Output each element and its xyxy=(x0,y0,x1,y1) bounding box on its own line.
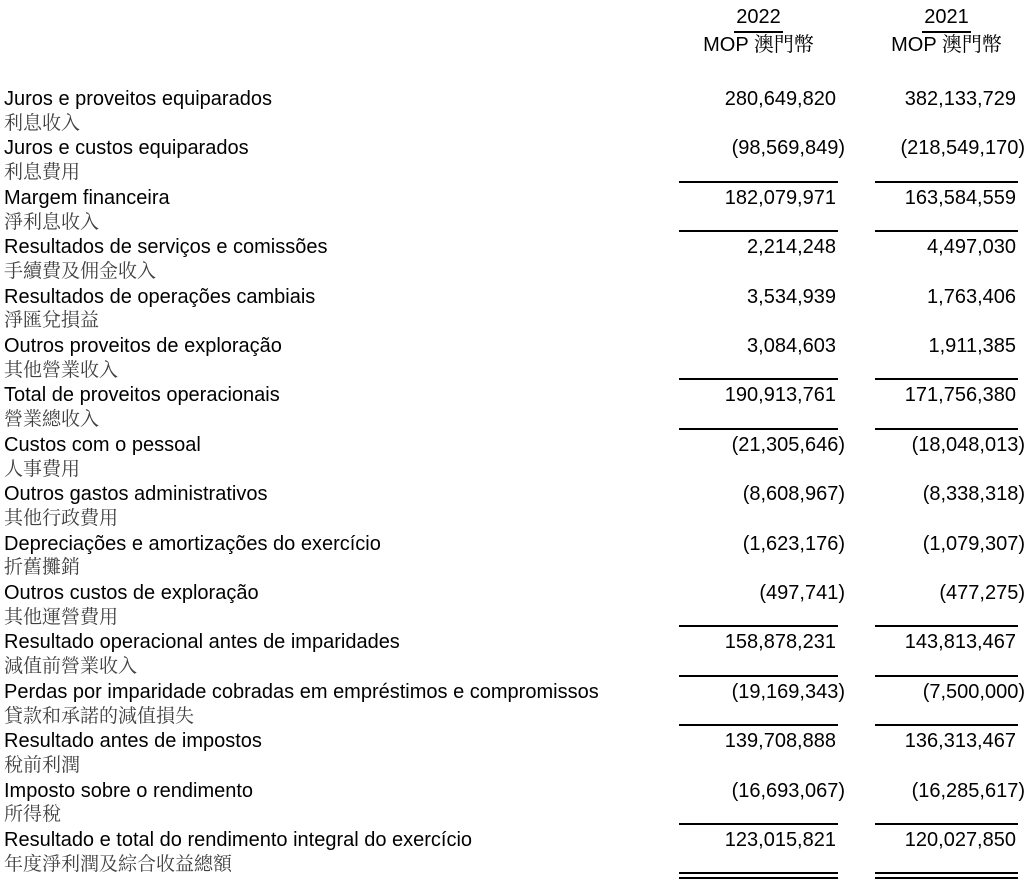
value-2022: (16,693,067) xyxy=(731,779,845,802)
row-label xyxy=(0,334,679,383)
value-cell-2022 xyxy=(679,625,838,679)
row-label xyxy=(0,383,679,432)
statement-row xyxy=(0,482,1026,531)
value-cell-2021 xyxy=(875,625,1018,679)
row-label-zh: 所得稅 xyxy=(4,804,62,826)
column-gap xyxy=(838,235,875,284)
row-label-zh: 其他營業收入 xyxy=(4,359,119,381)
value-cell-2021 xyxy=(875,724,1018,778)
year-2021-label: 2021 xyxy=(922,5,971,33)
value-2021: 171,756,380 xyxy=(904,384,1016,407)
value-2021: 4,497,030 xyxy=(927,236,1016,259)
value-cell-2022 xyxy=(679,779,845,828)
value-2021: 163,584,559 xyxy=(904,186,1016,209)
column-gap xyxy=(838,729,875,778)
value-cell-2022 xyxy=(679,482,845,531)
row-label-zh: 利息費用 xyxy=(4,162,81,184)
column-gap xyxy=(838,87,875,136)
statement-row xyxy=(0,87,1026,136)
value-cell-2022 xyxy=(679,230,838,284)
right-margin-spacer xyxy=(1018,729,1026,778)
row-label-pt: Custos com o pessoal xyxy=(4,433,201,456)
right-margin-spacer xyxy=(1018,779,1026,828)
value-cell-2022 xyxy=(679,823,838,877)
value-2022: (98,569,849) xyxy=(731,137,845,160)
column-gap xyxy=(838,680,875,729)
row-label-zh: 其他運營費用 xyxy=(4,606,119,628)
value-cell-2021 xyxy=(875,675,1025,729)
footer-label-spacer xyxy=(0,872,679,879)
value-2022: 123,015,821 xyxy=(724,829,836,852)
statement-row xyxy=(0,136,1026,185)
right-margin-spacer xyxy=(1018,334,1026,383)
year-2022-label: 2022 xyxy=(734,5,783,33)
statement-rows xyxy=(0,87,1026,878)
value-2021: (1,079,307) xyxy=(922,532,1025,555)
row-label xyxy=(0,186,679,235)
row-label xyxy=(0,680,679,729)
right-margin-spacer xyxy=(1018,680,1026,729)
row-label-zh: 折舊攤銷 xyxy=(4,557,81,579)
currency-2021-label: MOP 澳門幣 xyxy=(891,34,1002,56)
value-2022: (19,169,343) xyxy=(731,680,845,703)
value-2021: (8,338,318) xyxy=(922,483,1025,506)
value-cell-2022 xyxy=(679,428,845,482)
value-2021: 1,911,385 xyxy=(928,335,1016,358)
currency-2022-label: MOP 澳門幣 xyxy=(703,34,814,56)
statement-row xyxy=(0,235,1026,284)
row-label xyxy=(0,87,679,136)
value-2022: 3,534,939 xyxy=(747,285,836,308)
row-label-zh: 年度淨利潤及綜合收益總額 xyxy=(4,853,233,875)
value-cell-2021 xyxy=(875,87,1018,136)
value-cell-2022 xyxy=(679,285,838,334)
statement-footer xyxy=(0,872,1026,879)
value-2022: (1,623,176) xyxy=(742,532,845,555)
right-margin-spacer xyxy=(1018,532,1026,581)
value-cell-2022 xyxy=(679,724,838,778)
row-label-zh: 手續費及佣金收入 xyxy=(4,260,157,282)
value-cell-2021 xyxy=(875,823,1018,877)
right-margin-spacer xyxy=(1018,581,1026,630)
column-header-2021 xyxy=(875,5,1018,58)
column-gap xyxy=(838,581,875,630)
column-gap xyxy=(838,482,875,531)
statement-row xyxy=(0,433,1026,482)
value-cell-2021 xyxy=(875,581,1025,630)
row-label xyxy=(0,729,679,778)
row-label xyxy=(0,433,679,482)
right-margin-spacer xyxy=(1018,383,1026,432)
row-label xyxy=(0,581,679,630)
value-2022: 280,649,820 xyxy=(724,88,836,110)
value-2022: 158,878,231 xyxy=(724,631,836,654)
value-cell-2021 xyxy=(875,482,1025,531)
value-2022: 3,084,603 xyxy=(747,335,836,358)
column-header-2022 xyxy=(679,5,838,58)
row-label-pt: Resultado antes de impostos xyxy=(4,730,262,753)
column-gap xyxy=(838,828,875,877)
statement-row xyxy=(0,186,1026,235)
value-2021: (7,500,000) xyxy=(922,680,1025,703)
value-2021: (16,285,617) xyxy=(911,779,1025,802)
statement-row xyxy=(0,779,1026,828)
column-gap xyxy=(838,779,875,828)
value-cell-2022 xyxy=(679,334,838,383)
statement-row xyxy=(0,383,1026,432)
row-label-pt: Depreciações e amortizações do exercício xyxy=(4,532,381,555)
statement-row xyxy=(0,334,1026,383)
row-label-zh: 營業總收入 xyxy=(4,409,100,431)
row-label-zh: 淨利息收入 xyxy=(4,211,100,233)
value-2022: (497,741) xyxy=(759,582,845,605)
value-cell-2021 xyxy=(875,532,1025,581)
row-label xyxy=(0,828,679,877)
statement-row xyxy=(0,581,1026,630)
double-rule-2021 xyxy=(875,872,1018,879)
right-margin-spacer xyxy=(1018,5,1026,58)
value-2022: 190,913,761 xyxy=(724,384,836,407)
value-2022: (21,305,646) xyxy=(731,433,845,456)
statement-row xyxy=(0,828,1026,877)
row-label-pt: Outros custos de exploração xyxy=(4,582,259,605)
right-margin-spacer xyxy=(1018,186,1026,235)
value-cell-2021 xyxy=(875,230,1018,284)
value-2022: 2,214,248 xyxy=(747,236,836,259)
column-headers xyxy=(0,5,1026,58)
row-label-pt: Margem financeira xyxy=(4,186,170,209)
value-cell-2021 xyxy=(875,779,1025,828)
column-gap xyxy=(838,383,875,432)
column-gap xyxy=(838,630,875,679)
statement-row xyxy=(0,285,1026,334)
row-label xyxy=(0,285,679,334)
value-2021: 382,133,729 xyxy=(904,88,1016,110)
row-label-zh: 貸款和承諾的減值損失 xyxy=(4,705,195,727)
row-label-zh: 淨匯兌損益 xyxy=(4,310,100,332)
right-margin-spacer xyxy=(1018,87,1026,136)
value-2022: 139,708,888 xyxy=(724,730,836,753)
value-2021: (18,048,013) xyxy=(911,433,1025,456)
year-2022-wrap xyxy=(679,5,838,33)
value-2021: 120,027,850 xyxy=(904,829,1016,852)
value-2021: 1,763,406 xyxy=(927,285,1016,308)
column-gap xyxy=(838,186,875,235)
value-2021: 136,313,467 xyxy=(904,730,1016,753)
right-margin-spacer xyxy=(1018,285,1026,334)
row-label xyxy=(0,235,679,284)
row-label-pt: Resultados de serviços e comissões xyxy=(4,236,328,259)
value-2021: (477,275) xyxy=(939,582,1025,605)
value-cell-2022 xyxy=(679,532,845,581)
right-margin-spacer xyxy=(1018,872,1026,879)
year-2021-wrap xyxy=(875,5,1018,33)
column-gap xyxy=(838,136,875,185)
row-label-pt: Resultados de operações cambiais xyxy=(4,285,316,308)
row-label xyxy=(0,136,679,185)
column-gap xyxy=(838,433,875,482)
row-label-pt: Total de proveitos operacionais xyxy=(4,384,280,407)
row-label xyxy=(0,630,679,679)
value-2021: 143,813,467 xyxy=(904,631,1016,654)
row-label xyxy=(0,779,679,828)
row-label-zh: 減值前營業收入 xyxy=(4,656,138,678)
column-gap xyxy=(838,532,875,581)
value-2022: (8,608,967) xyxy=(742,483,845,506)
right-margin-spacer xyxy=(1018,482,1026,531)
value-cell-2021 xyxy=(875,136,1025,185)
row-label-pt: Juros e proveitos equiparados xyxy=(4,88,272,110)
header-label-spacer xyxy=(0,5,679,58)
right-margin-spacer xyxy=(1018,136,1026,185)
column-gap xyxy=(838,334,875,383)
row-label-pt: Outros proveitos de exploração xyxy=(4,335,282,358)
double-rule-2022 xyxy=(679,872,838,879)
column-gap xyxy=(838,285,875,334)
value-2022: 182,079,971 xyxy=(724,186,836,209)
column-gap xyxy=(838,5,875,58)
row-label-pt: Perdas por imparidade cobradas em empréstimos e compromissos xyxy=(4,680,599,703)
right-margin-spacer xyxy=(1018,433,1026,482)
value-2021: (218,549,170) xyxy=(900,137,1025,160)
value-cell-2021 xyxy=(875,378,1018,432)
row-label xyxy=(0,532,679,581)
right-margin-spacer xyxy=(1018,235,1026,284)
value-cell-2021 xyxy=(875,334,1018,383)
row-label-zh: 利息收入 xyxy=(4,112,81,134)
column-gap xyxy=(838,872,875,879)
value-cell-2022 xyxy=(679,675,845,729)
value-cell-2021 xyxy=(875,181,1018,235)
value-cell-2022 xyxy=(679,181,838,235)
value-cell-2022 xyxy=(679,378,838,432)
row-label-pt: Resultado e total do rendimento integral do exercício xyxy=(4,829,473,852)
value-cell-2022 xyxy=(679,87,838,136)
row-label-pt: Juros e custos equiparados xyxy=(4,137,249,160)
right-margin-spacer xyxy=(1018,828,1026,877)
statement-row xyxy=(0,729,1026,778)
row-label-pt: Outros gastos administrativos xyxy=(4,483,268,506)
statement-row xyxy=(0,680,1026,729)
value-cell-2022 xyxy=(679,136,845,185)
statement-row xyxy=(0,630,1026,679)
value-cell-2022 xyxy=(679,581,845,630)
value-cell-2021 xyxy=(875,428,1025,482)
row-label-zh: 其他行政費用 xyxy=(4,507,119,529)
row-label-zh: 人事費用 xyxy=(4,458,81,480)
value-cell-2021 xyxy=(875,285,1018,334)
row-label-zh: 稅前利潤 xyxy=(4,754,81,776)
right-margin-spacer xyxy=(1018,630,1026,679)
statement-row xyxy=(0,532,1026,581)
row-label-pt: Imposto sobre o rendimento xyxy=(4,779,254,802)
row-label-pt: Resultado operacional antes de imparidades xyxy=(4,631,400,654)
row-label xyxy=(0,482,679,531)
